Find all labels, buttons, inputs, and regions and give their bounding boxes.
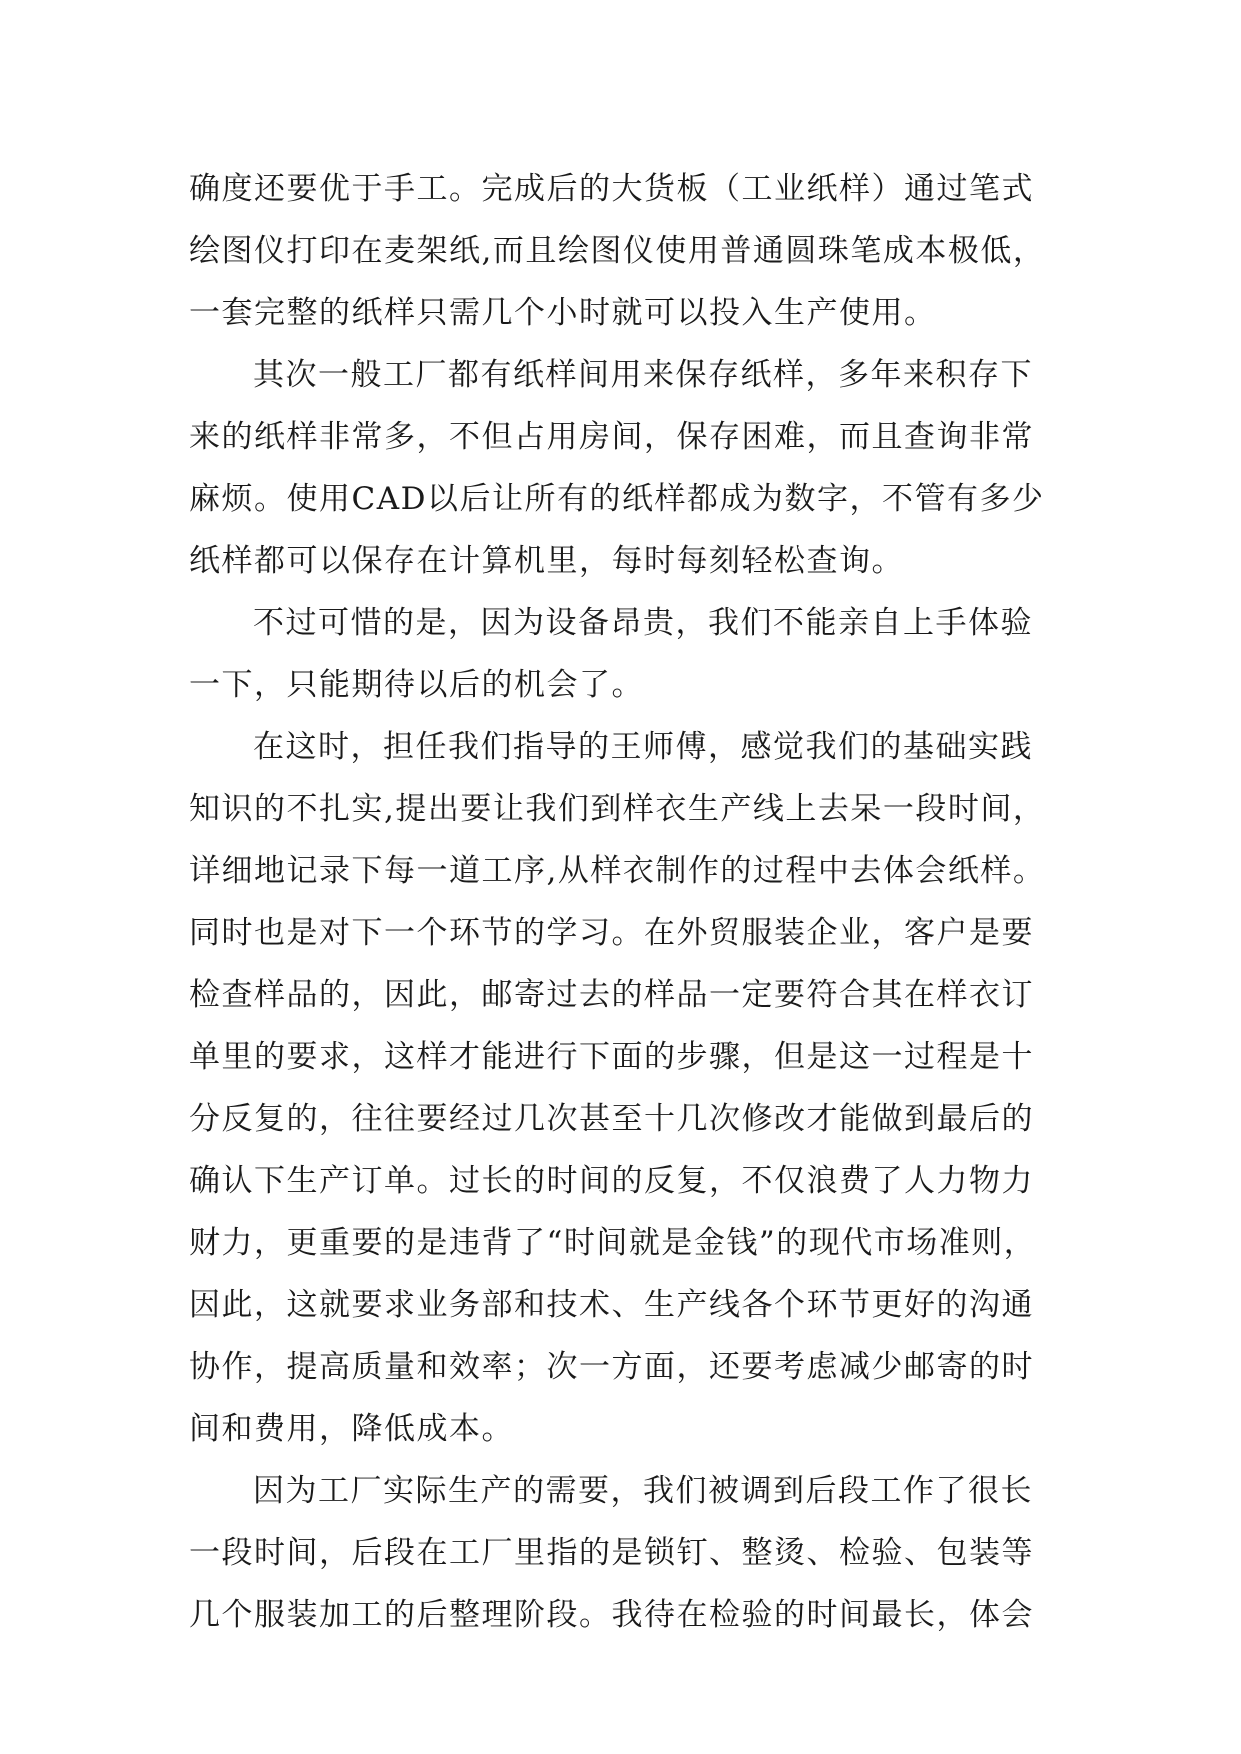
paragraph-first-line: 在这时，担任我们指导的王师傅，感觉我们的基础实践 [253,729,1033,765]
paragraph-first-line: 不过可惜的是，因为设备昂贵，我们不能亲自上手体验 [253,605,1033,641]
text-line: 纸样都可以保存在计算机里，每时每刻轻松查询。 [189,543,904,579]
text-line: 几个服装加工的后整理阶段。我待在检验的时间最长，体会 [189,1597,1034,1633]
text-line: 同时也是对下一个环节的学习。在外贸服装企业，客户是要 [189,915,1034,951]
text-line: 分反复的，往往要经过几次甚至十几次修改才能做到最后的 [189,1101,1034,1137]
text-line: 财力，更重要的是违背了“时间就是金钱”的现代市场准则， [189,1225,1037,1261]
text-line: 麻烦。使用CAD以后让所有的纸样都成为数字，不管有多少 [189,481,1045,517]
text-line: 一下，只能期待以后的机会了。 [189,667,644,703]
text-line: 知识的不扎实,提出要让我们到样衣生产线上去呆一段时间， [189,791,1046,827]
text-line: 一段时间，后段在工厂里指的是锁钉、整烫、检验、包装等 [189,1535,1034,1571]
document-body [189,158,1069,1646]
text-line: 检查样品的，因此，邮寄过去的样品一定要符合其在样衣订 [189,977,1034,1013]
text-line: 来的纸样非常多，不但占用房间，保存困难，而且查询非常 [189,419,1034,455]
text-line: 协作，提高质量和效率；次一方面，还要考虑减少邮寄的时 [189,1349,1034,1385]
text-line: 确认下生产订单。过长的时间的反复，不仅浪费了人力物力 [189,1163,1034,1199]
text-line: 绘图仪打印在麦架纸,而且绘图仪使用普通圆珠笔成本极低， [189,233,1046,269]
paragraph-first-line: 其次一般工厂都有纸样间用来保存纸样，多年来积存下 [253,357,1033,393]
text-line: 详细地记录下每一道工序,从样衣制作的过程中去体会纸样。 [189,853,1046,889]
text-line: 一套完整的纸样只需几个小时就可以投入生产使用。 [189,295,937,331]
paragraph-first-line: 因为工厂实际生产的需要，我们被调到后段工作了很长 [253,1473,1033,1509]
text-line: 间和费用，降低成本。 [189,1411,514,1447]
text-line: 单里的要求，这样才能进行下面的步骤，但是这一过程是十 [189,1039,1034,1075]
text-line: 因此，这就要求业务部和技术、生产线各个环节更好的沟通 [189,1287,1034,1323]
text-line: 确度还要优于手工。完成后的大货板（工业纸样）通过笔式 [189,171,1034,207]
